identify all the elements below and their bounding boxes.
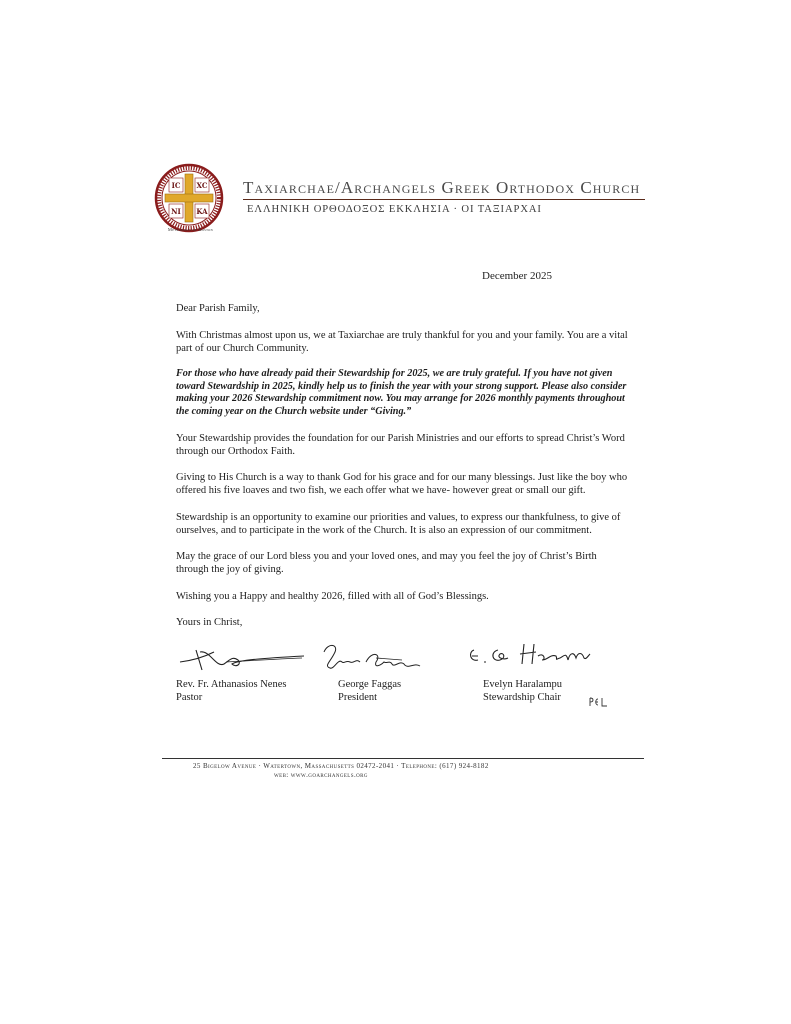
signatory-chair-name: Evelyn Haralampu bbox=[483, 679, 563, 690]
signatory-pastor-title: Pastor bbox=[176, 692, 203, 703]
signatory-pastor-name: Rev. Fr. Athanasios Nenes bbox=[176, 679, 287, 690]
church-name-greek: ΕΛΛΗΝΙΚΗ ΟΡΘΟΔΟΞΟΣ ΕΚΚΛΗΣΙΑ · ΟΙ ΤΑΞΙΑΡΧΑΙ bbox=[247, 204, 542, 215]
letter-body bbox=[176, 302, 628, 643]
paragraph-intro: With Christmas almost upon us, we at Taxiarchae are truly thankful for you and your family. You are a vital part of our Church Community. bbox=[176, 329, 628, 354]
signature-pastor-icon bbox=[176, 646, 306, 672]
signatory-chair bbox=[483, 678, 562, 704]
signatory-president-name: George Faggas bbox=[338, 679, 402, 690]
paragraph-wishes: Wishing you a Happy and healthy 2026, filled with all of God’s Blessings. bbox=[176, 590, 489, 602]
signatory-president bbox=[338, 678, 401, 704]
seal-quadrant-xc: XC bbox=[196, 181, 208, 190]
paragraph-stewardship-appeal: For those who have already paid their Stewardship for 2025, we are truly grateful. If you have not given toward Stewardship in 2025, kindly help us to finish the year with your strong support. Please also consider making your 2026 Stewardship commitment now. You may arrange for 2026 monthly payments throughout the coming year on the Church website under “Giving.” bbox=[176, 368, 627, 417]
header-divider bbox=[243, 199, 645, 200]
seal-caption: Metropolis of Boston bbox=[167, 227, 214, 232]
seal-quadrant-ka: KA bbox=[196, 207, 208, 216]
signatory-pastor bbox=[176, 678, 286, 704]
paragraph-opportunity: Stewardship is an opportunity to examine our priorities and values, to express our thankfulness, to give of ourselves, and to participate in the work of the Church. It is also an expression of our commitment. bbox=[176, 511, 621, 536]
paragraph-giving: Giving to His Church is a way to thank God for his grace and for our many blessings. Just like the boy who offered his five loaves and two fish, we each offer what we have- however great or small our gift. bbox=[176, 472, 628, 496]
footer-website: web: www.goarchangels.org bbox=[274, 771, 368, 779]
letter-date: December 2025 bbox=[482, 270, 552, 282]
seal-quadrant-ni: NI bbox=[171, 207, 181, 216]
footer-divider bbox=[162, 758, 644, 759]
signature-president-icon bbox=[316, 640, 426, 678]
church-seal-icon bbox=[154, 163, 224, 233]
closing: Yours in Christ, bbox=[176, 617, 243, 628]
signatory-president-title: President bbox=[338, 692, 378, 703]
signature-chair-icon bbox=[464, 638, 594, 668]
church-name: Taxiarchae/Archangels Greek Orthodox Church bbox=[243, 178, 641, 197]
handwritten-initials-icon bbox=[588, 696, 612, 708]
seal-quadrant-ic: IC bbox=[171, 181, 181, 190]
signatory-chair-title: Stewardship Chair bbox=[483, 692, 561, 703]
salutation: Dear Parish Family, bbox=[176, 303, 260, 314]
footer-address: 25 Bigelow Avenue · Watertown, Massachusetts 02472-2041 · Telephone: (617) 924-8182 bbox=[193, 762, 489, 770]
paragraph-foundation: Your Stewardship provides the foundation for our Parish Ministries and our efforts to spread Christ’s Word through our Orthodox Faith. bbox=[176, 432, 625, 457]
paragraph-blessing: May the grace of our Lord bless you and your loved ones, and may you feel the joy of Christ’s Birth through the joy of giving. bbox=[176, 551, 597, 575]
